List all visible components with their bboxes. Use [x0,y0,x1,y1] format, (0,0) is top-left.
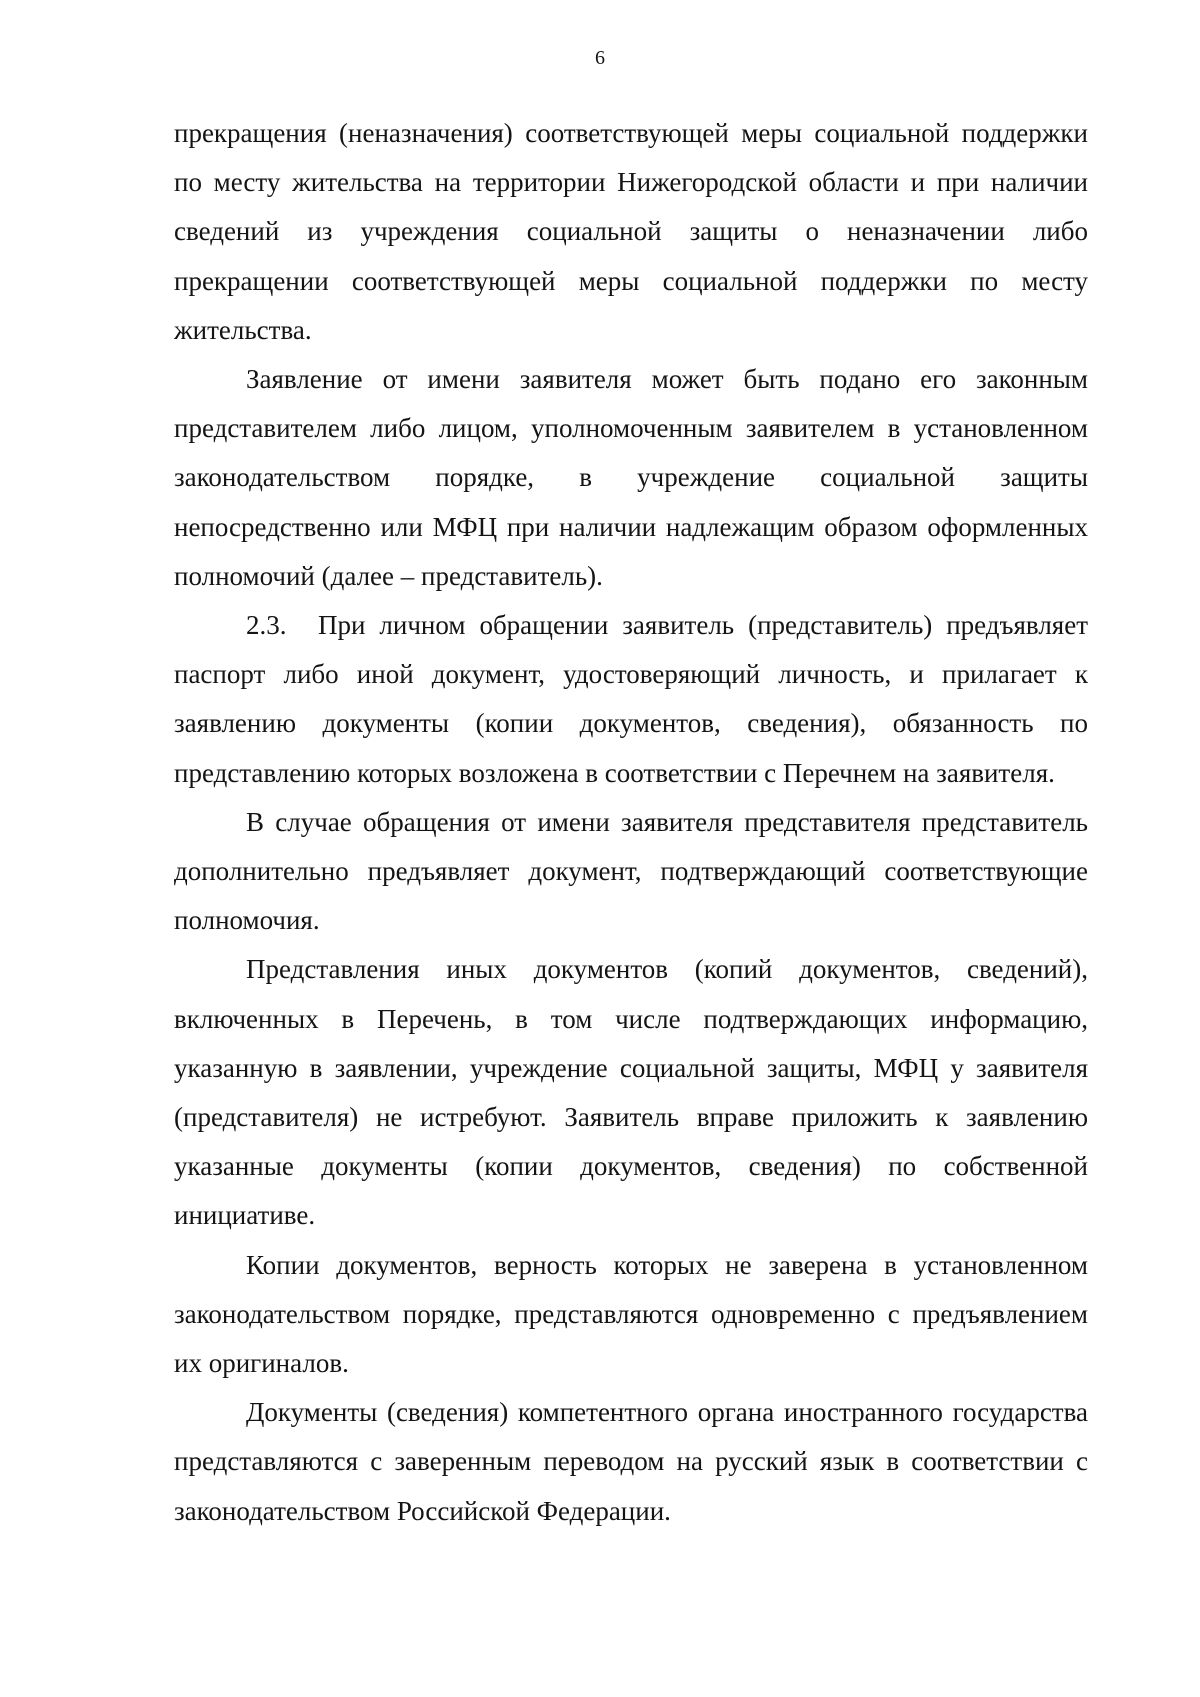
paragraph-copies: Копии документов, верность которых не заверена в установленном законодательством порядке, представляются одновременно с предъявлением их оригиналов. [174,1249,1088,1379]
clause-text: При личном обращении заявитель (представитель) предъявляет паспорт либо иной документ, удостоверяющий личность, и прилагает к заявлению документы (копии документов, сведения), обязанность по представлению которых возложена в соответствии с Перечнем на заявителя. [174,610,1088,788]
clause-number: 2.3. [246,610,287,641]
paragraph-representative-authority: В случае обращения от имени заявителя представителя представитель дополнительно предъявляет документ, подтверждающий соответствующие полномочия. [174,806,1088,936]
paragraph-other-documents: Представления иных документов (копий документов, сведений), включенных в Перечень, в том числе подтверждающих информацию, указанную в заявлении, учреждение социальной защиты, МФЦ у заявителя (представителя) не истребуют. Заявитель вправе приложить к заявлению указанные документы (копии документов, сведения) по собственной инициативе. [174,954,1088,1231]
document-body [174,109,1088,1536]
paragraph-continuation: прекращения (неназначения) соответствующей меры социальной поддержки по месту жительства на территории Нижегородской области и при наличии сведений из учреждения социальной защиты о неназначении либо прекращении соответствующей меры социальной поддержки по месту жительства. [174,118,1088,345]
paragraph-2-3 [174,601,1088,798]
paragraph-representative: Заявление от имени заявителя может быть подано его законным представителем либо лицом, уполномоченным заявителем в установленном законодательством порядке, в учреждение социальной защиты непосредственно или МФЦ при наличии надлежащим образом оформленных полномочий (далее – представитель). [174,364,1088,591]
paragraph-foreign-documents: Документы (сведения) компетентного органа иностранного государства представляются с заверенным переводом на русский язык в соответствии с законодательством Российской Федерации. [174,1397,1088,1526]
page-number: 6 [595,47,605,69]
